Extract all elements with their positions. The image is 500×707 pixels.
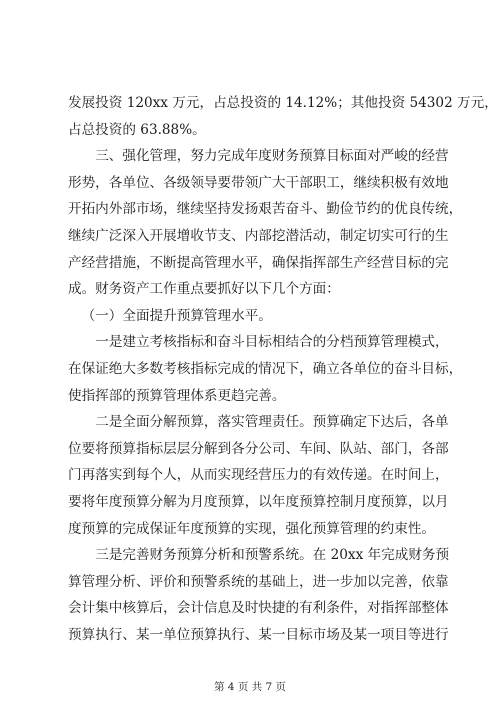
text-line: 一是建立考核指标和奋斗目标相结合的分档预算管理模式， [95, 334, 449, 351]
text-line: 要将年度预算分解为月度预算，以年度预算控制月度预算，以月 [68, 493, 449, 510]
page-number-footer: 第 4 页 共 7 页 [213, 681, 287, 693]
text-line: 门再落实到每个人，从而实现经营压力的有效传递。在时间上， [68, 467, 449, 484]
subheading-budget-management [68, 303, 438, 330]
text-line: 三是完善财务预算分析和预警系统。在 20xx 年完成财务预 [95, 547, 450, 564]
text-line: 开拓内外部市场，继续坚持发扬艰苦奋斗、勤俭节约的优良传统， [68, 201, 463, 218]
text-line: 算管理分析、评价和预警系统的基础上，进一步加以完善，依靠 [68, 573, 449, 590]
text-line: 二是全面分解预算，落实管理责任。预算确定下达后，各单 [95, 414, 449, 431]
text-line: 继续广泛深入开展增收节支、内部挖潜活动，制定切实可行的生 [68, 227, 449, 244]
text-line: 形势，各单位、各级领导要带领广大干部职工，继续积极有效地 [68, 174, 449, 191]
text-line: 在保证绝大多数考核指标完成的情况下，确立各单位的奋斗目标， [68, 360, 463, 377]
text-line: 占总投资的 63.88%。 [68, 121, 206, 138]
paragraph-point-one [68, 329, 463, 409]
paragraph-section-three [68, 143, 463, 303]
text-line: 三、强化管理，努力完成年度财务预算目标面对严峻的经营 [95, 148, 449, 165]
text-line: 发展投资 120xx 万元，占总投资的 14.12%；其他投资 54302 万元， [68, 95, 498, 111]
text-line: 使指挥部的预算管理体系更趋完善。 [68, 387, 286, 404]
text-line: 度预算的完成保证年度预算的实现，强化预算管理的约束性。 [68, 520, 436, 537]
text-line: 会计集中核算后，会计信息及时快捷的有利条件，对指挥部整体 [68, 600, 449, 617]
paragraph-point-two [68, 409, 449, 542]
paragraph-investment-summary [68, 90, 498, 143]
document-body [68, 90, 498, 648]
text-line: 成。财务资产工作重点要抓好以下几个方面： [68, 281, 340, 298]
text-line: 位要将预算指标层层分解到各分公司、车间、队站、部门，各部 [68, 440, 449, 457]
text-line: 预算执行、某一单位预算执行、某一目标市场及某一项目等进行 [68, 626, 449, 643]
paragraph-point-three [68, 542, 450, 648]
text-line: （一）全面提升预算管理水平。 [81, 307, 272, 324]
text-line: 产经营措施，不断提高管理水平，确保指挥部生产经营目标的完 [68, 254, 449, 271]
